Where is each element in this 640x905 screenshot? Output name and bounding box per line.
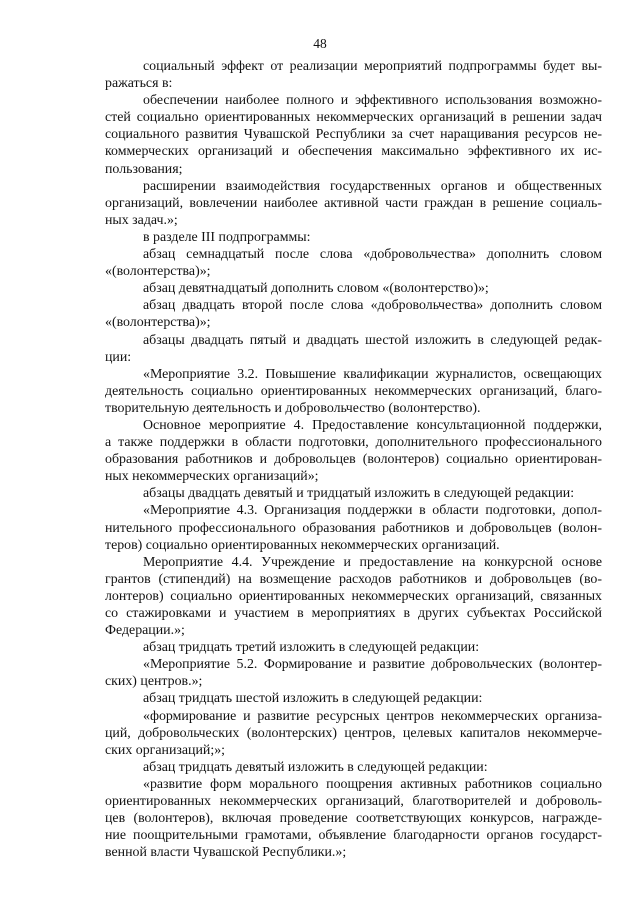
text-line: социальный эффект от реализации мероприятий подпрограммы будет вы-: [143, 59, 602, 74]
text-line: «Мероприятие 3.2. Повышение квалификации журналистов, освещающих: [143, 366, 602, 382]
text-line: ций, добровольческих (волонтерских) центров, целевых капиталов некоммерче-: [105, 725, 602, 741]
text-line: расширении взаимодействия государственных органов и общественных: [143, 178, 602, 194]
text-line: абзац девятнадцатый дополнить словом «(волонтерство)»;: [143, 281, 489, 297]
text-line: а также поддержки в области подготовки, дополнительного профессионального: [105, 435, 602, 451]
text-line: социального развития Чувашской Республики за счет наращивания ресурсов не-: [105, 127, 602, 143]
text-line: абзац семнадцатый после слова «добровольчества» дополнить словом: [143, 247, 602, 263]
text-line: образования работников и добровольцев (волонтеров) социально ориентирован-: [105, 452, 602, 468]
text-line: организаций, вовлечении наиболее активной части граждан в решение социаль-: [105, 195, 602, 211]
text-line: ориентированных некоммерческих организаций, благотворителей и доброволь-: [105, 794, 602, 810]
text-line: Мероприятие 4.4. Учреждение и предоставление на конкурсной основе: [143, 554, 602, 570]
text-line: ции:: [105, 349, 132, 365]
text-line: «(волонтерства)»;: [105, 315, 211, 331]
text-line: ных задач.»;: [105, 212, 178, 228]
text-line: в разделе III подпрограммы:: [143, 229, 311, 245]
text-line: абзац двадцать второй после слова «добровольчества» дополнить словом: [143, 298, 602, 314]
text-line: абзацы двадцать девятый и тридцатый изложить в следующей редакции:: [143, 486, 575, 502]
text-line: стей социально ориентированных некоммерческих организаций в решении задач: [105, 110, 602, 126]
text-line: пользования;: [105, 161, 183, 177]
text-line: грантов (стипендий) на возмещение расходов работников и добровольцев (во-: [105, 571, 602, 587]
text-line: обеспечении наиболее полного и эффективного использования возможно-: [143, 93, 602, 109]
text-line: ских организаций;»;: [105, 742, 226, 758]
page-number: 48: [313, 36, 327, 51]
text-line: творительную деятельность и добровольчество (волонтерство).: [105, 400, 481, 416]
text-line: лонтеров) социально ориентированных некоммерческих организаций, связанных: [105, 588, 602, 604]
text-line: ских) центров.»;: [105, 674, 203, 690]
text-line: со стажировками и участием в мероприятиях в других субъектах Российской: [105, 606, 602, 621]
text-line: абзац тридцать шестой изложить в следующей редакции:: [143, 691, 483, 707]
text-line: ных некоммерческих организаций»;: [105, 469, 319, 485]
text-line: «формирование и развитие ресурсных центров некоммерческих организа-: [143, 708, 602, 724]
text-line: абзацы двадцать пятый и двадцать шестой изложить в следующей редак-: [143, 332, 602, 348]
text-line: Основное мероприятие 4. Предоставление консультационной поддержки,: [143, 417, 602, 433]
text-line: Федерации.»;: [105, 623, 185, 639]
text-line: «(волонтерства)»;: [105, 264, 211, 280]
text-line: венной власти Чувашской Республики.»;: [105, 845, 347, 861]
text-line: абзац тридцать девятый изложить в следующей редакции:: [143, 759, 488, 775]
text-line: абзац тридцать третий изложить в следующей редакции:: [143, 640, 480, 656]
text-line: цев (волонтеров), включая проведение соответствующих конкурсов, награжде-: [105, 811, 602, 827]
text-line: «Мероприятие 5.2. Формирование и развитие добровольческих (волонтер-: [143, 657, 602, 673]
text-line: нительного профессионального образования работников и добровольцев (волон-: [105, 520, 602, 536]
text-line: «развитие форм морального поощрения активных работников социально: [143, 776, 602, 792]
text-line: теров) социально ориентированных некоммерческих организаций.: [105, 537, 500, 553]
document-body: [105, 58, 602, 861]
text-line: ние поощрительными грамотами, объявление благодарности органов государст-: [105, 828, 602, 844]
text-line: ражаться в:: [105, 76, 173, 92]
text-line: «Мероприятие 4.3. Организация поддержки в области подготовки, допол-: [143, 503, 602, 519]
text-line: деятельность социально ориентированных некоммерческих организаций, благо-: [105, 383, 602, 399]
text-line: коммерческих организаций и обеспечения максимально эффективного их ис-: [105, 144, 602, 160]
